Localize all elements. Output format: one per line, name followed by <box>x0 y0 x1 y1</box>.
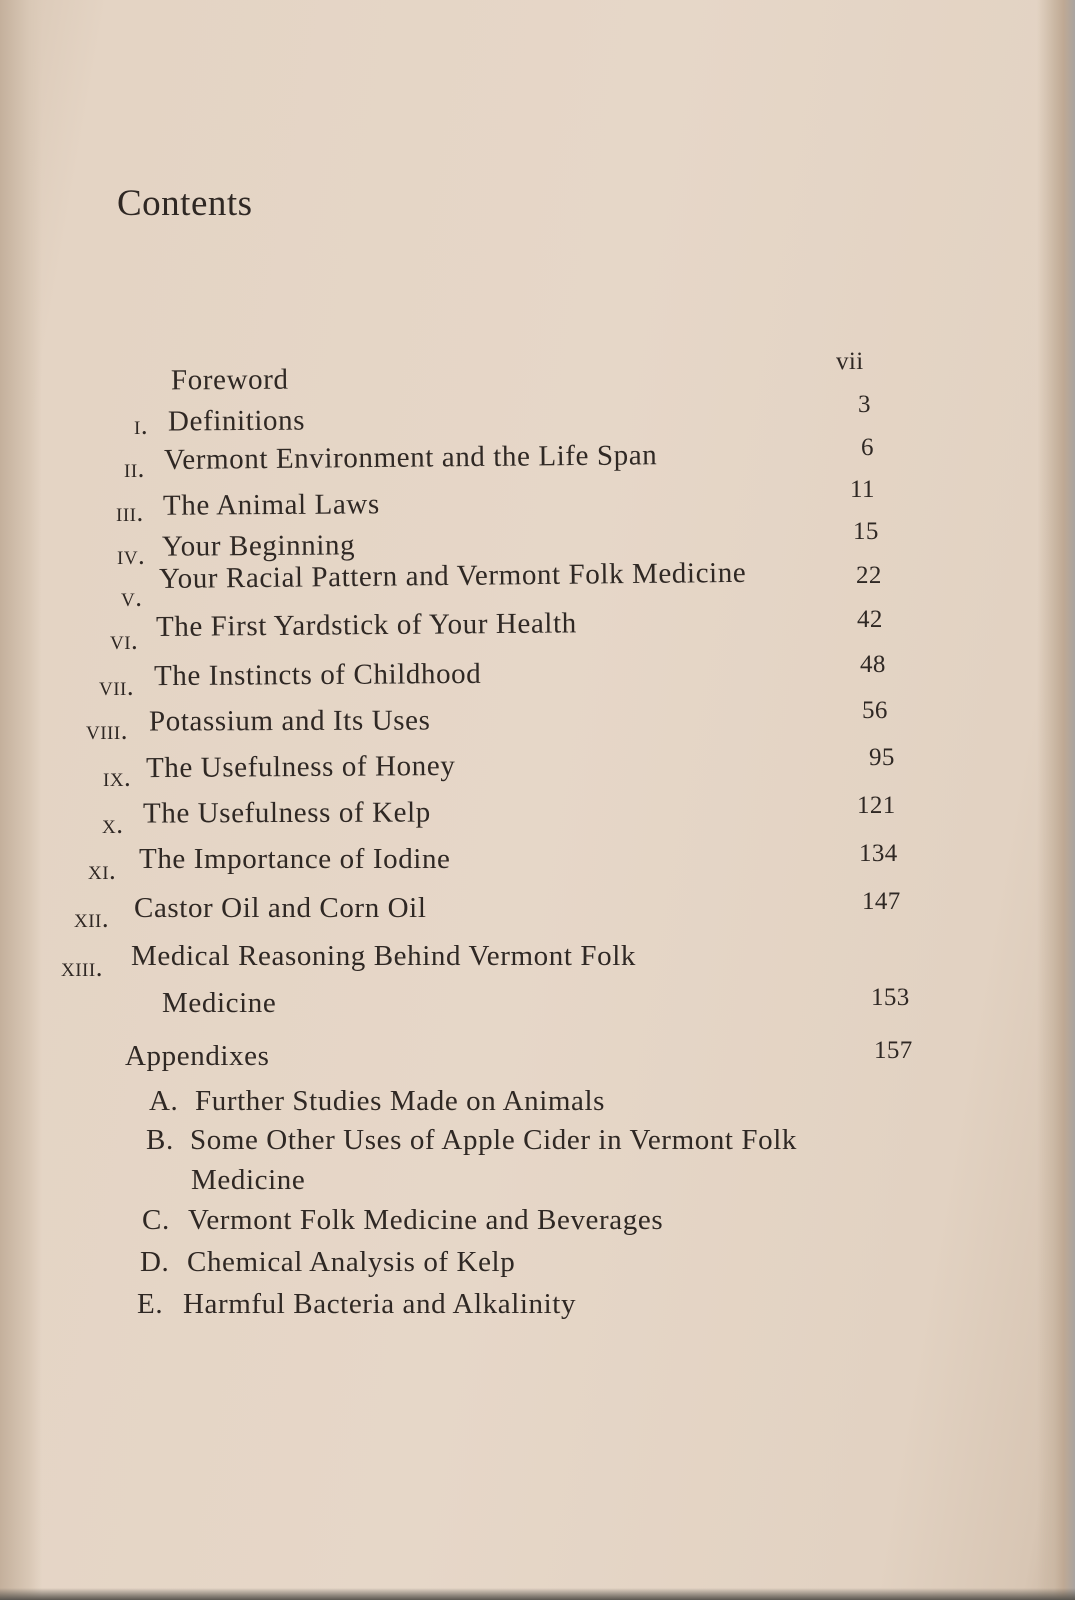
toc-entry-title: Castor Oil and Corn Oil <box>134 892 427 924</box>
appendix-letter: C. <box>142 1204 170 1236</box>
toc-entry-page: 11 <box>850 476 875 503</box>
toc-entry-title: Potassium and Its Uses <box>148 704 431 738</box>
toc-entry-numeral: vii. <box>99 671 135 701</box>
toc-entry-numeral: ii. <box>124 453 145 483</box>
appendixes-heading: Appendixes <box>125 1040 270 1072</box>
toc-entry-page: 56 <box>862 697 888 724</box>
toc-entry-page: vii <box>836 348 864 375</box>
appendix-title: Harmful Bacteria and Alkalinity <box>183 1288 577 1320</box>
page-title: Contents <box>117 183 253 224</box>
toc-entry-page: 22 <box>856 562 882 589</box>
toc-entry-title: The Usefulness of Kelp <box>142 796 431 830</box>
appendixes-page: 157 <box>874 1037 913 1064</box>
toc-entry-page: 48 <box>860 651 886 678</box>
page-bottom-edge <box>0 1588 1075 1600</box>
appendix-title: Chemical Analysis of Kelp <box>187 1246 516 1278</box>
toc-entry-numeral: viii. <box>86 715 128 745</box>
toc-entry-page: 15 <box>853 518 879 545</box>
toc-entry-page: 147 <box>862 888 901 915</box>
toc-entry-numeral: v. <box>121 582 143 612</box>
toc-entry-numeral: vi. <box>110 625 139 655</box>
appendix-letter: A. <box>149 1085 179 1117</box>
toc-entry-title: Foreword <box>170 363 289 397</box>
toc-entry-page: 42 <box>857 606 883 633</box>
toc-entry-title: The Importance of Iodine <box>139 843 451 875</box>
toc-entry-title: The Animal Laws <box>162 488 380 522</box>
toc-entry-title-continued: Medicine <box>162 987 277 1019</box>
toc-entry-title: The First Yardstick of Your Health <box>155 607 577 643</box>
toc-entry-numeral: i. <box>134 410 149 440</box>
toc-entry-title: Your Beginning <box>161 529 356 563</box>
appendix-title: Some Other Uses of Apple Cider in Vermont Folk <box>190 1124 798 1156</box>
appendix-title: Vermont Folk Medicine and Beverages <box>188 1204 664 1236</box>
toc-entry-numeral: xi. <box>88 855 117 885</box>
toc-entry-page: 121 <box>857 792 896 819</box>
toc-entry-page: 153 <box>871 984 910 1011</box>
toc-entry-title: The Usefulness of Honey <box>145 749 456 785</box>
toc-entry-title: Vermont Environment and the Life Span <box>163 439 658 476</box>
toc-entry-title: Medical Reasoning Behind Vermont Folk <box>131 940 636 972</box>
toc-entry-page: 95 <box>869 744 895 771</box>
toc-entry-title: The Instincts of Childhood <box>153 657 482 693</box>
toc-entry-numeral: iii. <box>116 497 144 527</box>
page-right-edge <box>1037 0 1075 1600</box>
toc-entry-page: 3 <box>858 391 871 418</box>
appendix-title: Further Studies Made on Animals <box>195 1085 606 1117</box>
appendix-letter: B. <box>146 1124 174 1156</box>
toc-entry-title: Your Racial Pattern and Vermont Folk Medicine <box>158 556 747 595</box>
appendix-letter: E. <box>137 1288 164 1320</box>
toc-entry-numeral: x. <box>102 809 124 839</box>
toc-entry-page: 134 <box>859 840 898 867</box>
toc-entry-numeral: xii. <box>74 903 110 933</box>
page-left-shadow <box>0 0 42 1600</box>
appendix-title-continued: Medicine <box>191 1164 306 1196</box>
appendix-letter: D. <box>140 1246 170 1278</box>
toc-entry-numeral: ix. <box>103 762 132 792</box>
toc-entry-page: 6 <box>861 434 874 461</box>
toc-entry-numeral: xiii. <box>61 952 103 982</box>
toc-entry-numeral: iv. <box>117 540 146 570</box>
toc-entry-title: Definitions <box>167 404 306 438</box>
